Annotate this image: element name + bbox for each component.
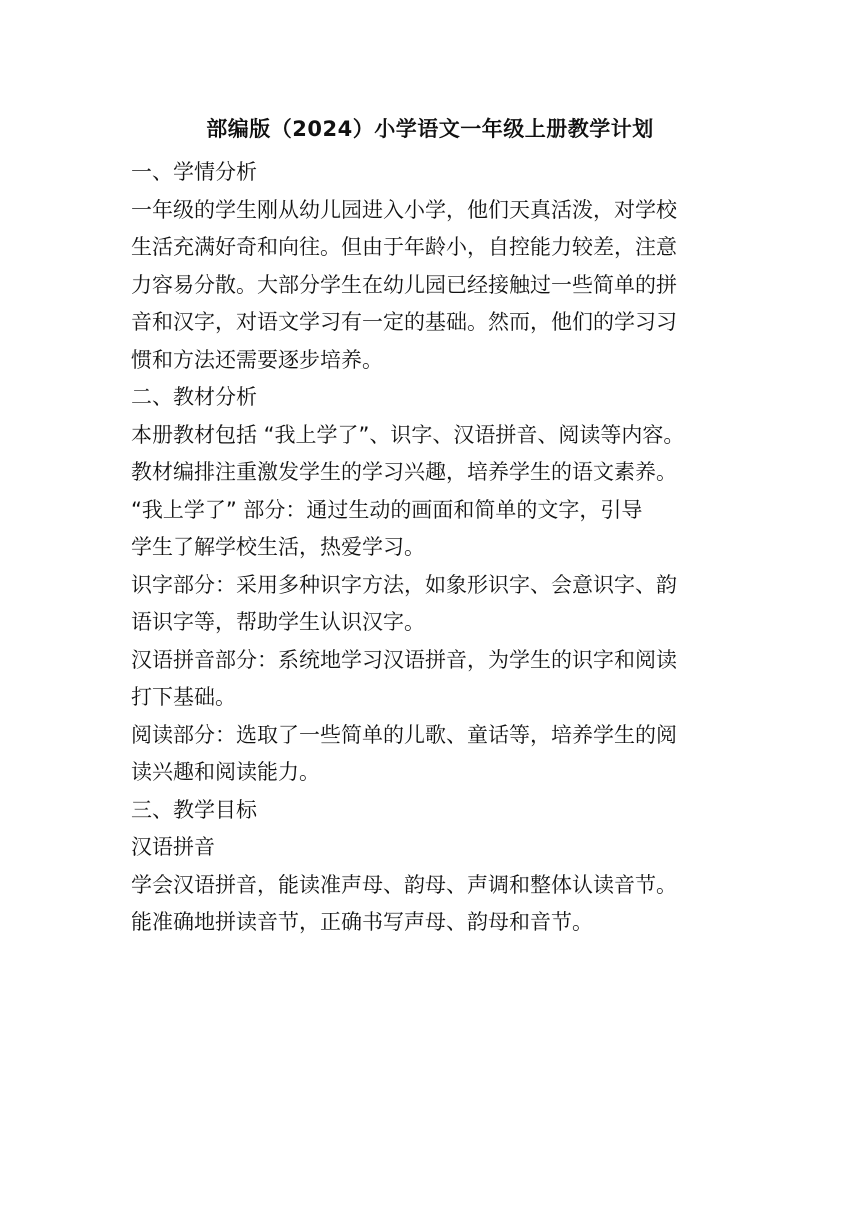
paragraph-line: 学会汉语拼音，能读准声母、韵母、声调和整体认读音节。 bbox=[131, 872, 677, 897]
paragraph-line: 阅读部分：选取了一些简单的儿歌、童话等，培养学生的阅 bbox=[131, 722, 677, 747]
paragraph-line: 能准确地拼读音节，正确书写声母、韵母和音节。 bbox=[131, 910, 593, 934]
subsection-heading-pinyin: 汉语拼音 bbox=[131, 835, 215, 859]
paragraph-line: 语识字等，帮助学生认识汉字。 bbox=[131, 610, 425, 634]
paragraph-line: 打下基础。 bbox=[131, 685, 236, 709]
section-heading-textbook: 二、教材分析 bbox=[131, 385, 257, 409]
paragraph-line: 力容易分散。大部分学生在幼儿园已经接触过一些简单的拼 bbox=[131, 272, 677, 297]
section-heading-situation: 一、学情分析 bbox=[131, 160, 257, 184]
paragraph-line: 教材编排注重激发学生的学习兴趣，培养学生的语文素养。 bbox=[131, 460, 677, 484]
paragraph-line: 学生了解学校生活，热爱学习。 bbox=[131, 535, 425, 559]
paragraph-line: 生活充满好奇和向往。但由于年龄小，自控能力较差，注意 bbox=[131, 235, 677, 259]
paragraph-line: 本册教材包括 “我上学了”、识字、汉语拼音、阅读等内容。 bbox=[131, 422, 685, 447]
paragraph-line: 一年级的学生刚从幼儿园进入小学，他们天真活泼，对学校 bbox=[131, 197, 677, 222]
paragraph-line: 音和汉字，对语文学习有一定的基础。然而，他们的学习习 bbox=[131, 310, 677, 334]
paragraph-line: 读兴趣和阅读能力。 bbox=[131, 760, 320, 784]
paragraph-line: 汉语拼音部分：系统地学习汉语拼音，为学生的识字和阅读 bbox=[131, 647, 677, 672]
document-body bbox=[131, 154, 733, 942]
paragraph-line: 识字部分：采用多种识字方法，如象形识字、会意识字、韵 bbox=[131, 572, 677, 597]
section-heading-goals: 三、教学目标 bbox=[131, 797, 257, 822]
document-title: 部编版（2024）小学语文一年级上册教学计划 bbox=[206, 117, 654, 141]
paragraph-line: “我上学了” 部分：通过生动的画面和简单的文字，引导 bbox=[131, 497, 643, 522]
paragraph-line: 惯和方法还需要逐步培养。 bbox=[131, 347, 383, 372]
